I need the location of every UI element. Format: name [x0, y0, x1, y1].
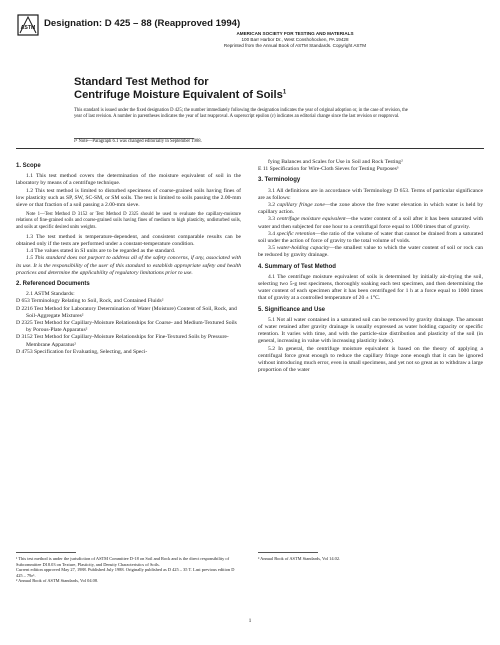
footnote-1: ¹ This test method is under the jurisdiction of ASTM Committee D-18 on Soil and Rock and is the direct responsibility of Subcommittee D18.03 on Texture, Plasticity, and Density Characteristics of Soils. [16, 556, 230, 567]
left-column [16, 159, 241, 356]
paragraph-3-1: 3.1 All definitions are in accordance with Terminology D 653. Terms of particular significance are as follows: [258, 187, 483, 201]
svg-text:ASTM: ASTM [20, 25, 36, 31]
paragraph-1-2: 1.2 This test method is limited to disturbed specimens of coarse-grained soils having fines of low plasticity such as SP, SW, SC-SM, or SM soils. The test is limited to soils passing the 2.00-mm sieve or that fraction of a soil passing a 2.00-mm sieve. [16, 187, 241, 209]
footnote-2: ² Annual Book of ASTM Standards, Vol 04.08. [16, 578, 99, 584]
society-name: AMERICAN SOCIETY FOR TESTING AND MATERIALS [236, 31, 354, 36]
footnotes-right [258, 556, 483, 562]
footnote-divider-left [16, 552, 76, 553]
reference-e11: E 11 Specification for Wire-Cloth Sieves for Testing Purposes³ [258, 166, 399, 173]
reference-d4753: D 4753 Specification for Evaluating, Selecting, and Speci- [16, 348, 148, 355]
paragraph-1-5: 1.5 This standard does not purport to address all of the safety concerns, if any, associated with its use. It is the responsibility of the user of this standard to establish appropriate safety and health practices and determine the applicability of regulatory limitations prior to use. [16, 255, 241, 276]
paragraph-4-1: 4.1 The centrifuge moisture equivalent of soils is determined by initially air-drying the soil, selecting two 5-g test specimens, thoroughly soaking each test specimen, and then determining the water content of each specimen after it has been centrifuged for 1 h at a force equal to 1000 times that of gravity at a controlled temperature of 20 ± 1°C. [258, 273, 483, 302]
defined-term: specific retention [276, 230, 316, 237]
section-heading-scope: 1. Scope [16, 163, 41, 169]
paragraph-3-3: 3.3 centrifuge moisture equivalent—the water content of a soil after it has been saturated with water and then subjected for one hour to a centrifugal force equal to 1000 times that of gravity. [258, 216, 483, 230]
paragraph-5-2: 5.2 In general, the centrifuge moisture equivalent is based on the theory of applying a centrifugal force great enough to reduce the capillary fringe zone enough that it can be ignored without introducing much error, even in small specimens, and yet not so great as to withdraw a large proportion of the water [258, 345, 483, 374]
title-line-2: Centrifuge Moisture Equivalent of Soils [74, 89, 283, 101]
paragraph-3-5: 3.5 water-holding capacity—the smallest value to which the water content of soil or rock can be reduced by gravity drainage. [258, 245, 484, 259]
reprint-notice: Reprinted from the Annual Book of ASTM Standards. Copyright ASTM [223, 42, 367, 48]
paragraph-1-4: 1.4 The values stated in SI units are to be regarded as the standard. [26, 248, 176, 255]
society-address: 100 Barr Harbor Dr., West Conshohocken, PA 19428 [241, 36, 349, 42]
reference-d2216: D 2216 Test Method for Laboratory Determination of Water (Moisture) Content of Soil, Rock, and Soil-Aggregate Mixtures² [16, 305, 237, 319]
right-column [258, 159, 483, 374]
title-line-1: Standard Test Method for [74, 76, 209, 88]
paragraph-5-1: 5.1 Not all water contained in a saturated soil can be removed by gravity drainage. The amount of water retained after gravity drainage is usually expressed as water holding capacity or specific retention. It varies with time, and with the particle-size distribution and plasticity of the soil (in general, increasing in value with increasing plasticity index). [258, 316, 483, 345]
footnote-3: ³ Annual Book of ASTM Standards, Vol 14.02. [258, 556, 341, 561]
footnotes-left [16, 556, 241, 584]
note-1: Note 1—Test Method D 3152 or Test Method D 2325 should be used to evaluate the capillary-moisture relations of fine-grained soils and coarse-grained soils having fines of medium to high plasticity, undisturbed soils, and soils at specific desired units weights. [16, 212, 241, 230]
defined-term: centrifuge moisture equivalent [276, 216, 346, 223]
astm-logo-icon [17, 14, 39, 36]
section-heading-referenced-documents: 2. Referenced Documents [16, 281, 90, 288]
paragraph-3-4: 3.4 specific retention—the ratio of the volume of water that cannot be drained from a saturated soil under the action of force of gravity to the total volume of voids. [258, 230, 483, 245]
defined-term: capillary fringe zone [277, 202, 325, 209]
footnote-divider-right [258, 552, 318, 553]
paragraph-2-1: 2.1 ASTM Standards: [26, 291, 75, 298]
title-footnote-ref: 1 [282, 89, 287, 96]
section-heading-terminology: 3. Terminology [258, 177, 301, 184]
section-heading-significance: 5. Significance and Use [258, 306, 326, 313]
designation: Designation: D 425 – 88 (Reapproved 1994) [44, 18, 241, 29]
section-heading-summary: 4. Summary of Test Method [258, 263, 336, 270]
designation-note: This standard is issued under the fixed designation D 425; the number immediately following the designation indicates the year of original adoption or, in the case of revision, the year of last revision. A number in parentheses indicates the year of last reapproval. A superscript epsilon (ε) indicates an editorial change since the last revision or reapproval. [74, 108, 408, 120]
reference-d4753-continued: fying Balances and Scales for Use in Soil and Rock Testing² [268, 159, 403, 165]
defined-term: water-holding capacity [276, 245, 330, 252]
reference-d653: D 653 Terminology Relating to Soil, Rock, and Contained Fluids² [16, 298, 164, 305]
paragraph-3-2: 3.2 capillary fringe zone—the zone above the free water elevation in which water is held by capillary action. [258, 202, 483, 216]
reference-d2325: D 2325 Test Method for Capillary-Moisture Relationships for Coarse- and Medium-Textured Soils by Porous-Plate Apparatus² [16, 320, 237, 334]
society-header [180, 31, 410, 48]
paragraph-1-3: 1.3 The test method is temperature-dependent, and consistent comparable results can be obtained only if the tests are performed under a constant-temperature condition. [16, 233, 241, 248]
page-number: 1 [248, 618, 252, 624]
document-title [74, 76, 286, 102]
reference-d3152: D 3152 Test Method for Capillary-Moisture Relationships for Fine-Textured Soils by Pressure-Membrane Apparatus² [16, 334, 229, 348]
paragraph-1-1: 1.1 This test method covers the determination of the moisture equivalent of soil in the laboratory by means of a centrifuge technique. [16, 173, 241, 187]
footnote-1-edition: Current edition approved May 27, 1988. Published July 1988. Originally published as D 425 – 35 T. Last previous edition D 425 – 79ε¹. [16, 567, 235, 578]
header-divider [16, 148, 484, 149]
editorial-note: ε¹ Note—Paragraph 6.1 was changed editorially in September 1988. [74, 139, 202, 144]
